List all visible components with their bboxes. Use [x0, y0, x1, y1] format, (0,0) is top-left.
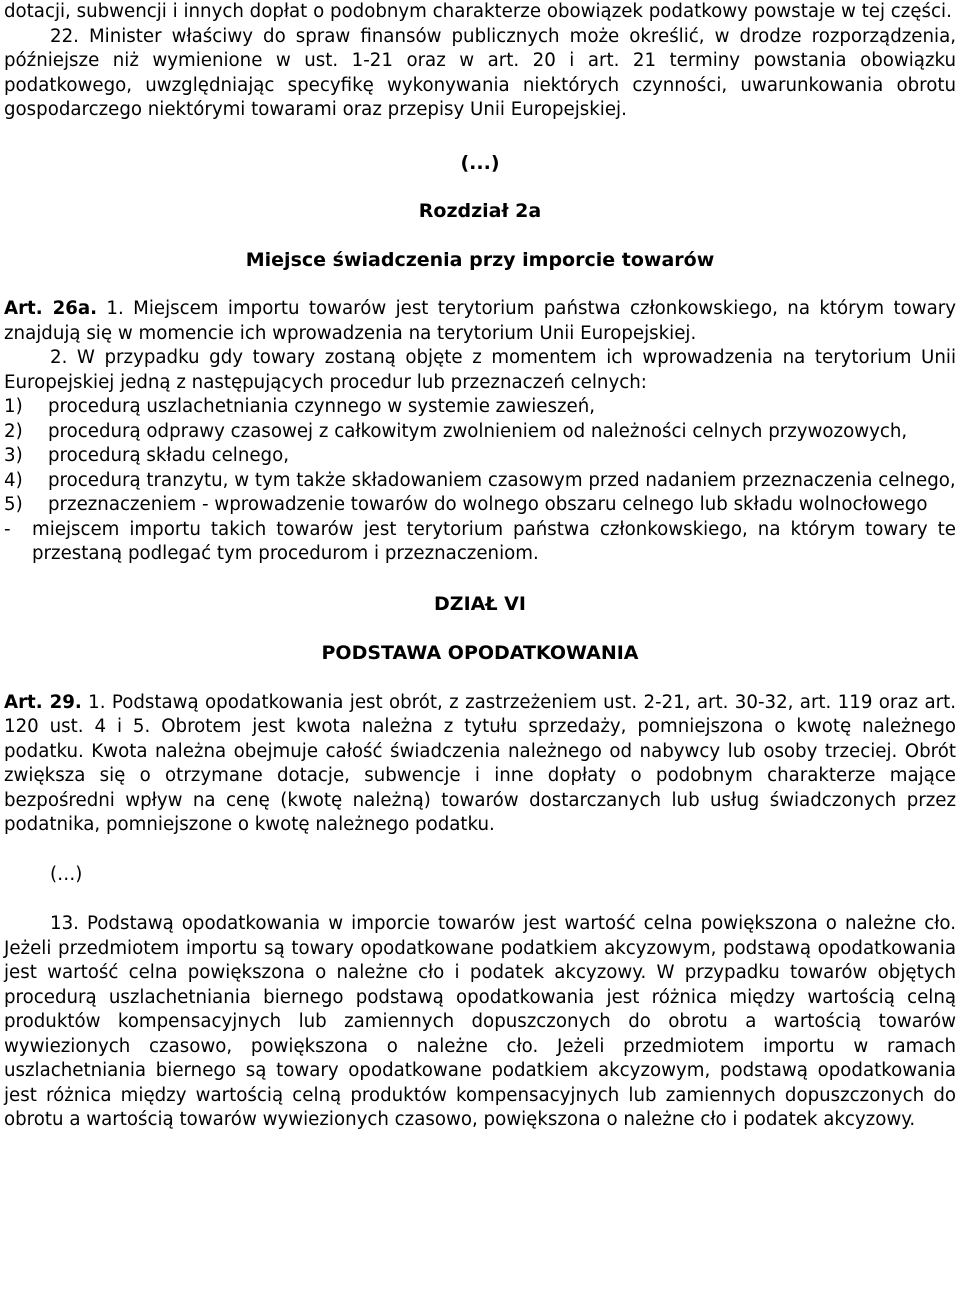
- spacer: [4, 887, 956, 912]
- list-item-text: procedurą odprawy czasowej z całkowitym zwolnieniem od należności celnych przywozowych,: [48, 420, 908, 442]
- art-26a-text-1: 1. Miejscem importu towarów jest terytorium państwa członkowskiego, na którym towary znajdują się w momencie ich wprowadzenia na terytorium Unii Europejskiej.: [4, 298, 956, 344]
- procedure-list: [4, 395, 956, 567]
- spacer: [4, 838, 956, 863]
- spacer: [4, 666, 956, 691]
- art-26a-paragraph-1: [4, 297, 956, 346]
- dash-marker: -: [4, 518, 11, 540]
- list-item-number: 1): [4, 396, 23, 417]
- list-item-text: procedurą tranzytu, w tym także składowaniem czasowym przed nadaniem przeznaczenia celnego,: [48, 469, 956, 491]
- list-item-text: przeznaczeniem - wprowadzenie towarów do wolnego obszaru celnego lub składu wolnocłowego: [48, 494, 928, 515]
- chapter-title: Rozdział 2a: [418, 200, 542, 222]
- intro-continuation: dotacji, subwencji i innych dopłat o podobnym charakterze obowiązek podatkowy powstaje w tej części.: [4, 1, 952, 22]
- spacer: [4, 616, 956, 641]
- list-item: [4, 444, 956, 469]
- dash-text: miejscem importu takich towarów jest terytorium państwa członkowskiego, na którym towary te przestaną podlegać tym procedurom i przeznaczeniom.: [32, 518, 956, 564]
- list-item-text: procedurą składu celnego,: [48, 445, 290, 466]
- spacer: [4, 175, 956, 199]
- list-item: [4, 420, 956, 445]
- art-29-label: Art. 29.: [4, 691, 82, 713]
- list-item: [4, 469, 956, 494]
- spacer: [4, 567, 956, 592]
- list-item: [4, 493, 956, 518]
- section-title: DZIAŁ VI: [434, 592, 526, 615]
- list-item: [4, 395, 956, 420]
- dash-item: [4, 518, 956, 567]
- art-29-text-1: 1. Podstawą opodatkowania jest obrót, z zastrzeżeniem ust. 2-21, art. 30-32, art. 119 oraz art. 120 ust. 4 i 5. Obrotem jest kwota należna z tytułu sprzedaży, pomniejszona o kwotę należnego podatku. Kwota należna obejmuje całość świadczenia należnego od nabywcy lub osoby trzeciej. Obrót zwiększa się o otrzymane dotacje, subwencje i inne dopłaty o podobnym charakterze mające bezpośredni wpływ na cenę (kwotę należną) towarów dostarczanych lub usług świadczonych przez podatnika, pomniejszone o kwotę należnego podatku.: [4, 691, 956, 835]
- art-29-paragraph-13: 13. Podstawą opodatkowania w imporcie towarów jest wartość celna powiększona o należne cło. Jeżeli przedmiotem importu są towary opodatkowane podatkiem akcyzowym, podstawą opodatkowania jest wartość celna powiększona o należne cło i podatek akcyzowy. W przypadku towarów objętych procedurą uszlachetniania biernego podstawą opodatkowania jest różnica między wartością celną produktów kompensacyjnych lub zamiennych dopuszczonych do obrotu a wartością towarów wywiezionych czasowo, powiększona o należne cło. Jeżeli przedmiotem importu w ramach uszlachetniania biernego są towary opodatkowane podatkiem akcyzowym, podstawą opodatkowania jest różnica między wartością celną produktów kompensacyjnych lub zamiennych dopuszczonych do obrotu a wartością towarów wywiezionych czasowo, powiększona o należne cło i podatek akcyzowy.: [4, 913, 956, 1130]
- list-item-number: 5): [4, 494, 23, 515]
- ellipsis-marker-2: (…): [50, 863, 83, 885]
- spacer: [4, 123, 956, 147]
- list-item-number: 4): [4, 469, 23, 491]
- document-page: [4, 0, 956, 1133]
- spacer: [4, 224, 956, 248]
- list-item-number: 2): [4, 420, 23, 442]
- list-item-text: procedurą uszlachetniania czynnego w systemie zawieszeń,: [48, 396, 596, 417]
- spacer: [4, 272, 956, 297]
- ellipsis-marker: (...): [460, 151, 500, 174]
- section-subtitle: PODSTAWA OPODATKOWANIA: [321, 642, 639, 664]
- art-26a-paragraph-2: 2. W przypadku gdy towary zostaną objęte z momentem ich wprowadzenia na terytorium Unii Europejskiej jedną z następujących procedur lub przeznaczeń celnych:: [4, 347, 956, 393]
- chapter-subtitle: Miejsce świadczenia przy imporcie towarów: [245, 248, 715, 271]
- list-item-number: 3): [4, 445, 23, 466]
- art-26a-label: Art. 26a.: [4, 298, 98, 319]
- art-29-paragraph-1: [4, 691, 956, 838]
- paragraph-22: 22. Minister właściwy do spraw finansów publicznych może określić, w drodze rozporządzenia, późniejsze niż wymienione w ust. 1-21 oraz w art. 20 i art. 21 terminy powstania obowiązku podatkowego, uwzględniając specyfikę wykonywania niektórych czynności, uwarunkowania obrotu gospodarczego niektórymi towarami oraz przepisy Unii Europejskiej.: [4, 25, 956, 120]
